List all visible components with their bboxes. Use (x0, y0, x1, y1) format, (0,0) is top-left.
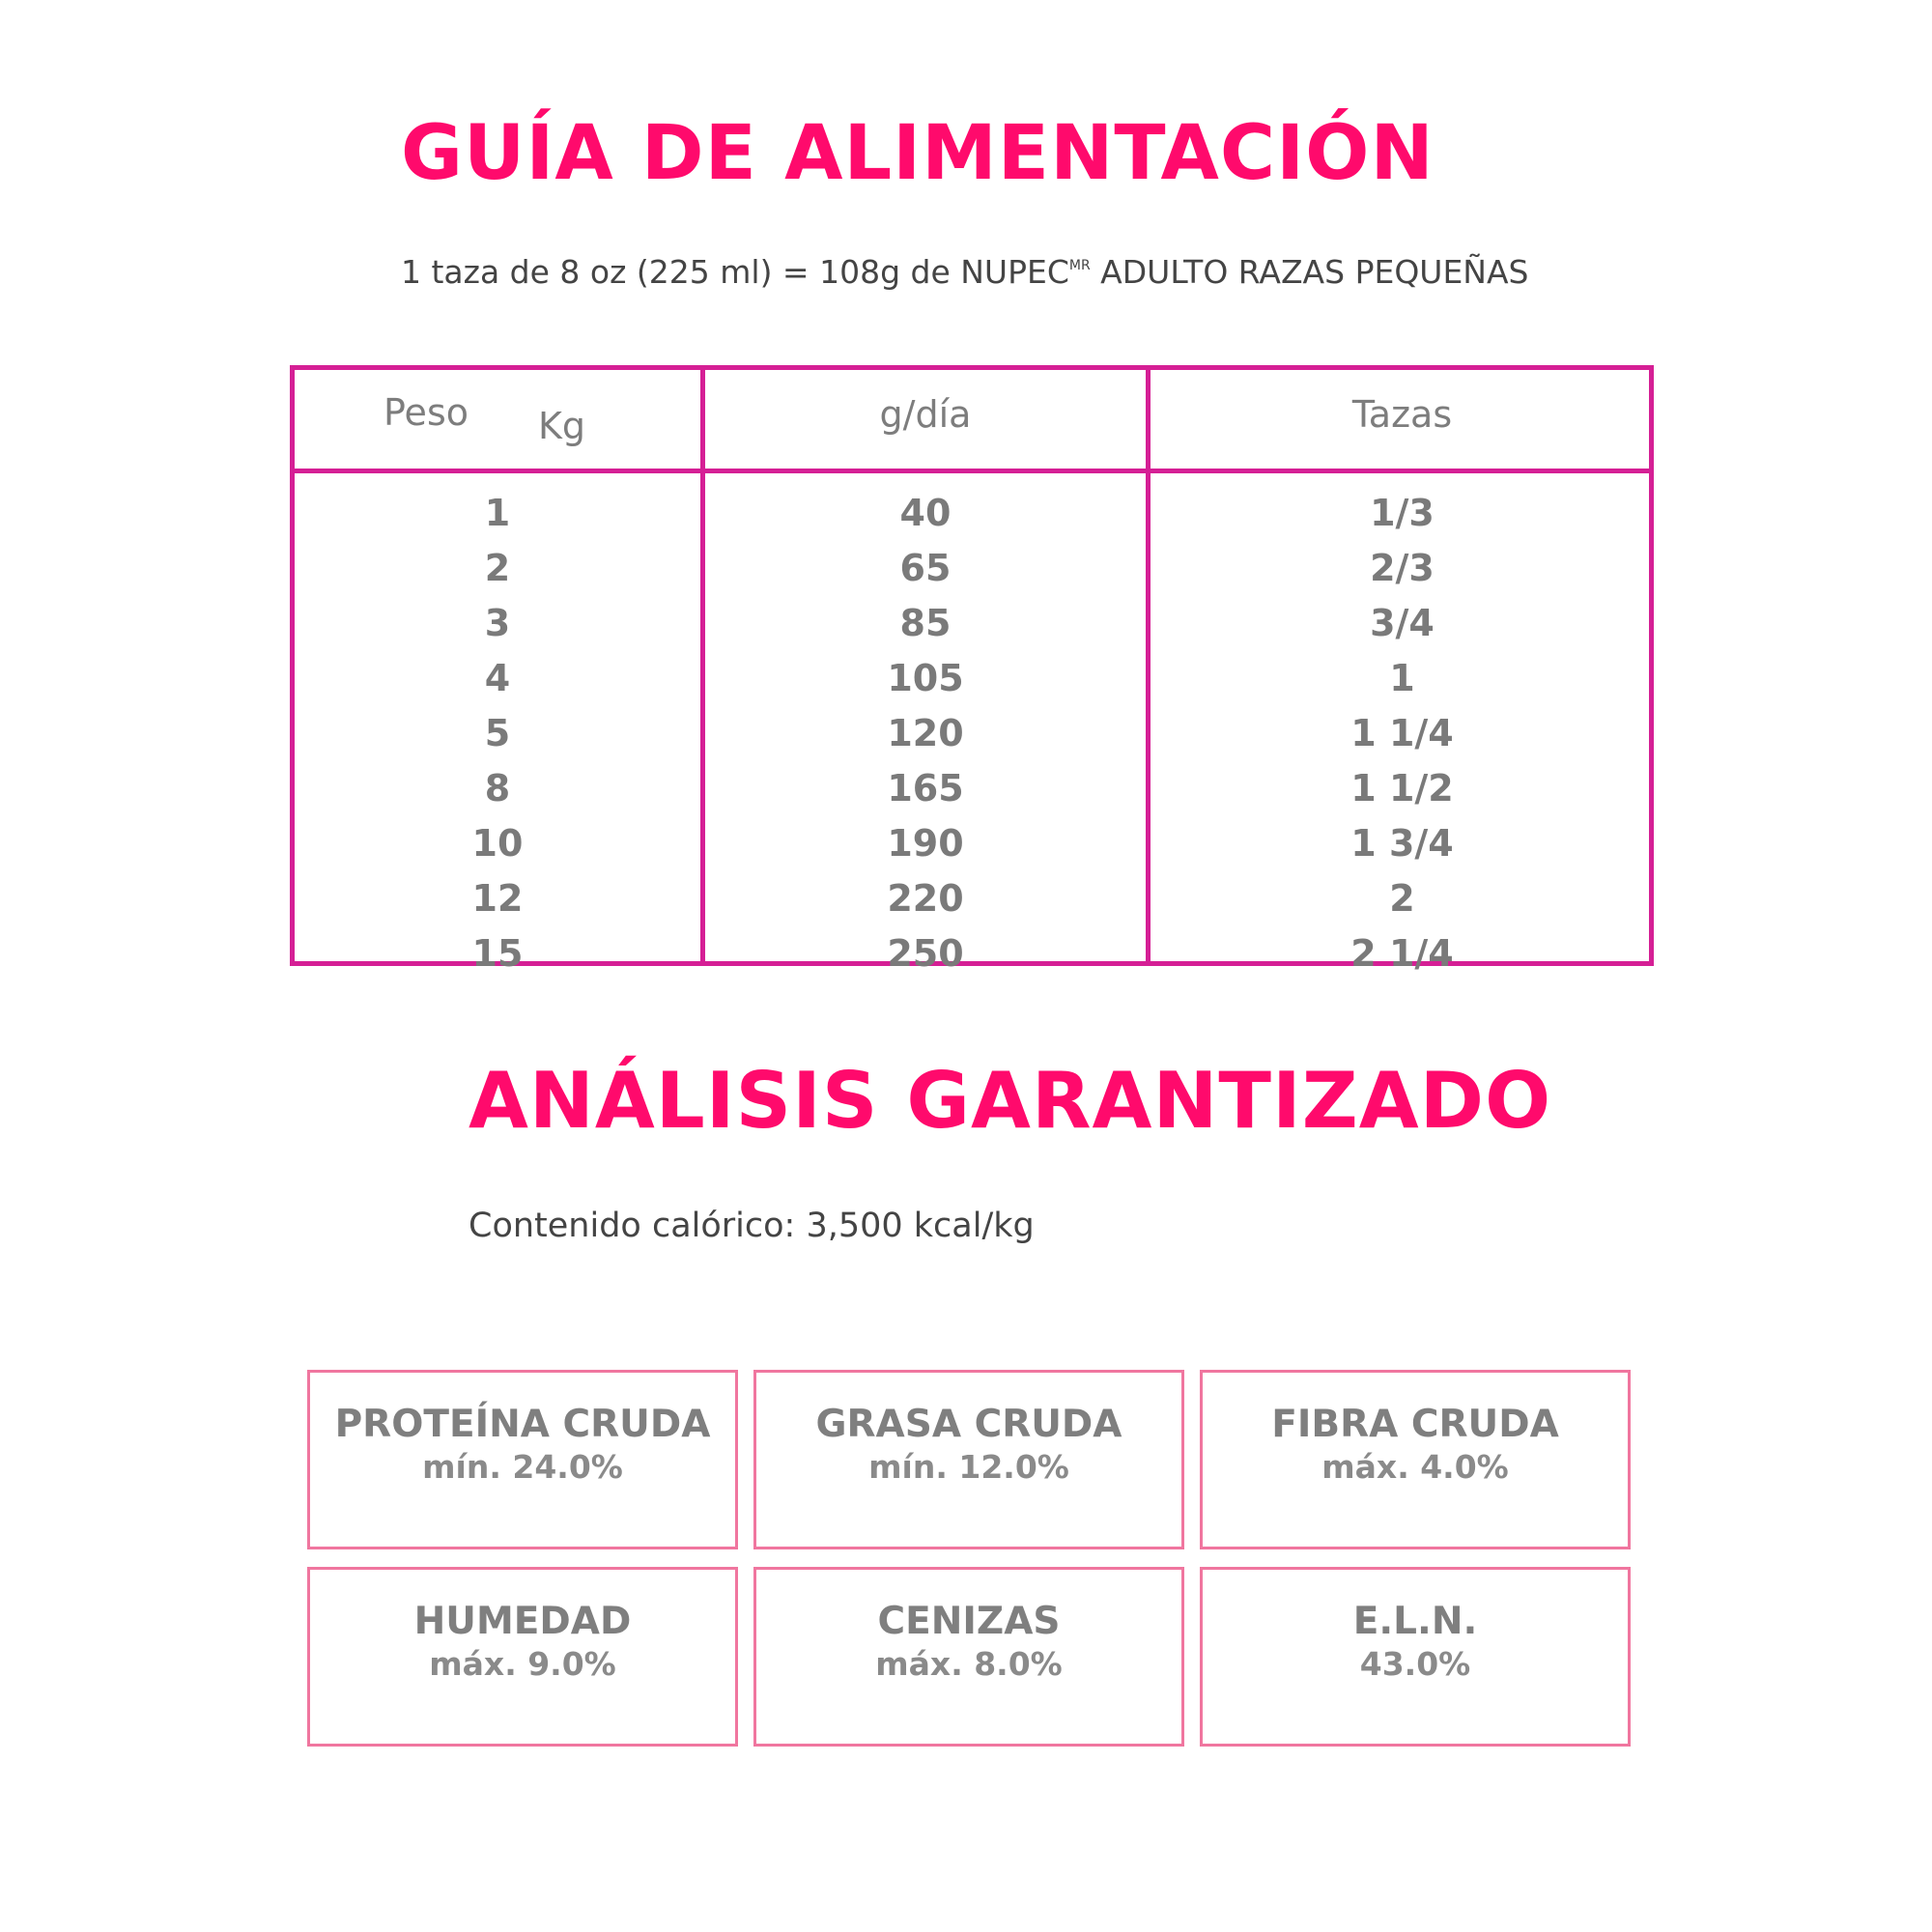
nutrient-value: máx. 9.0% (429, 1644, 616, 1683)
cups-cell: 1 1/2 (1350, 767, 1454, 810)
nutrient-name: PROTEÍNA CRUDA (334, 1402, 711, 1446)
cups-cell: 1 1/4 (1350, 712, 1454, 754)
header-divider (295, 469, 1649, 473)
nutrient-box (1200, 1567, 1631, 1747)
cups-cell: 1/3 (1370, 492, 1435, 534)
cups-cell: 1 3/4 (1350, 822, 1454, 865)
cups-cell: 1 (1389, 657, 1415, 699)
header-grams-per-day: g/día (879, 393, 972, 436)
nutrient-name: E.L.N. (1352, 1599, 1478, 1643)
nutrient-value: mín. 12.0% (868, 1447, 1069, 1486)
weight-cell: 10 (471, 822, 524, 865)
grams-cell: 120 (887, 712, 964, 754)
weight-cell: 1 (484, 492, 511, 534)
grams-cell: 220 (887, 877, 964, 920)
grams-cell: 105 (887, 657, 964, 699)
nutrient-value: 43.0% (1359, 1644, 1471, 1683)
trademark-mark: MR (1068, 258, 1091, 273)
cup-equivalence-text: 1 taza de 8 oz (225 ml) = 108g de NUPEC (401, 253, 1069, 291)
cups-cell: 3/4 (1370, 602, 1435, 644)
weight-cell: 15 (471, 932, 524, 975)
weight-cell: 3 (484, 602, 511, 644)
weight-cell: 12 (471, 877, 524, 920)
guaranteed-analysis-title: ANÁLISIS GARANTIZADO (469, 1056, 1552, 1146)
weight-cell: 5 (484, 712, 511, 754)
cups-cell: 2/3 (1370, 547, 1435, 589)
weight-cell: 8 (484, 767, 511, 810)
nutrient-grid (307, 1370, 1631, 1747)
grams-cell: 165 (887, 767, 964, 810)
nutrient-value: máx. 8.0% (875, 1644, 1063, 1683)
feeding-table (290, 365, 1654, 975)
nutrient-value: mín. 24.0% (422, 1447, 623, 1486)
product-name: ADULTO RAZAS PEQUEÑAS (1090, 253, 1529, 291)
weight-cell: 2 (484, 547, 511, 589)
grams-cell: 40 (899, 492, 952, 534)
nutrient-box (307, 1567, 738, 1747)
header-cups: Tazas (1351, 393, 1453, 436)
cup-equivalence-note (401, 253, 1529, 291)
header-weight-unit: Kg (538, 405, 586, 447)
weight-column (295, 486, 700, 981)
nutrient-box (753, 1370, 1184, 1549)
cups-cell: 2 1/4 (1350, 932, 1454, 975)
grams-cell: 250 (887, 932, 964, 975)
cups-column (1151, 486, 1654, 981)
nutrient-box (307, 1370, 738, 1549)
grams-cell: 85 (899, 602, 952, 644)
header-weight: Peso (384, 391, 469, 434)
grams-column (705, 486, 1146, 981)
grams-cell: 190 (887, 822, 964, 865)
cups-cell: 2 (1389, 877, 1415, 920)
feeding-guide-title: GUÍA DE ALIMENTACIÓN (401, 110, 1435, 197)
weight-cell: 4 (484, 657, 511, 699)
caloric-content: Contenido calórico: 3,500 kcal/kg (469, 1207, 1035, 1245)
nutrient-box (753, 1567, 1184, 1747)
nutrient-name: GRASA CRUDA (815, 1402, 1122, 1446)
nutrient-name: HUMEDAD (413, 1599, 632, 1643)
nutrient-name: FIBRA CRUDA (1271, 1402, 1559, 1446)
nutrient-name: CENIZAS (877, 1599, 1061, 1643)
nutrient-value: máx. 4.0% (1321, 1447, 1509, 1486)
grams-cell: 65 (899, 547, 952, 589)
nutrient-box (1200, 1370, 1631, 1549)
